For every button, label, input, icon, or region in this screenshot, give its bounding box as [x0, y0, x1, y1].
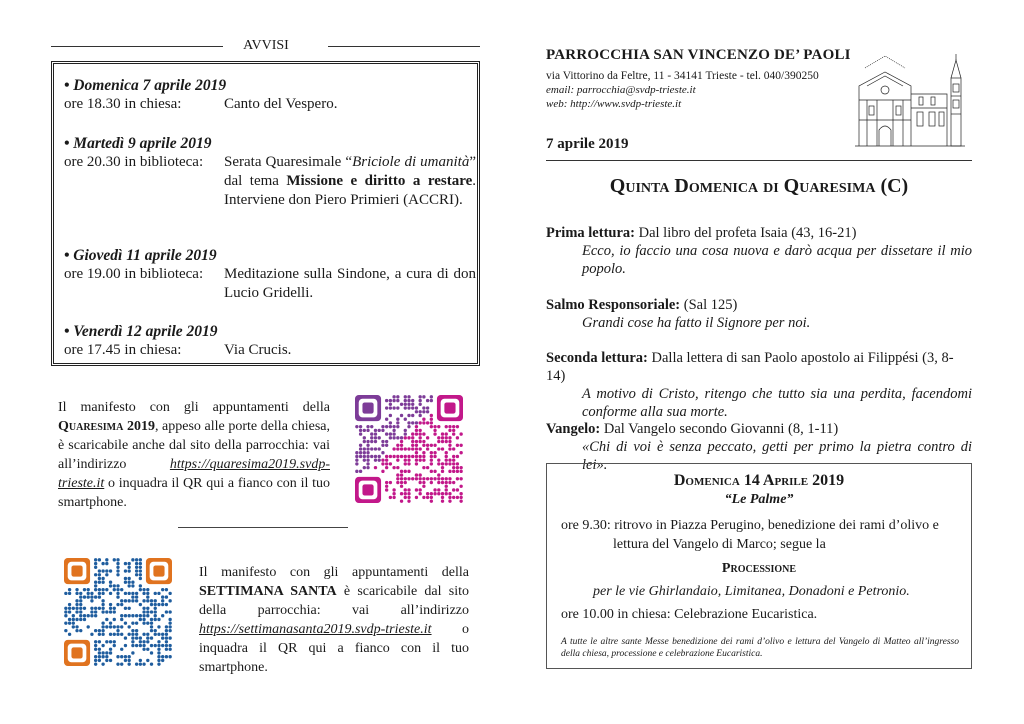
church-illustration	[855, 50, 973, 150]
parish-name: PARROCCHIA SAN VINCENZO DE’ PAOLI	[546, 47, 851, 63]
reading-gospel: Vangelo: Dal Vangelo secondo Giovanni (8, 1-11) «Chi di voi è senza peccato, getti per primo la pietra contro di lei».	[546, 421, 972, 473]
event-description: Meditazione sulla Sindone, a cura di don Lucio Gridelli.	[224, 266, 476, 301]
event-sunday	[64, 76, 476, 114]
avvisi-rule-right	[328, 46, 480, 47]
palm-mass: ore 10.00 in chiesa: Celebrazione Eucaristica.	[561, 607, 818, 622]
event-day: • Venerdì 12 aprile 2019	[64, 323, 218, 340]
event-description: Canto del Vespero.	[224, 96, 338, 112]
reading-psalm: Salmo Responsoriale: (Sal 125) Grandi cose ha fatto il Signore per noi.	[546, 297, 811, 331]
parish-address-block	[546, 69, 819, 111]
avvisi-title: AVVISI	[243, 38, 289, 53]
palm-sunday-box	[546, 463, 972, 669]
quaresima-link[interactable]: https://quaresima2019.svdp-trieste.it	[58, 457, 330, 491]
event-tuesday	[64, 134, 476, 229]
parish-web: web: http://www.svdp-trieste.it	[546, 98, 682, 110]
reading-second: Seconda lettura: Dalla lettera di san Paolo apostolo ai Filippési (3, 8-14) A motivo di Cristo, ritengo che tutto sia una perdita, facendomi conforme alla sua morte.	[546, 350, 972, 420]
settimana-santa-link[interactable]: https://settimanasanta2019.svdp-trieste.it	[199, 622, 432, 637]
notice-quaresima: Il manifesto con gli appuntamenti della Quaresima 2019, appeso alle porte della chiesa, è scaricabile anche dal sito della parrocchia: vai all’indirizzo https://quaresima2019.svdp-trieste.it o inquadra il QR qui a fianco con il tuo smartphone.	[58, 400, 330, 510]
palm-procession-route: per le vie Ghirlandaio, Limitanea, Donadoni e Petronio.	[593, 584, 910, 599]
event-time-place: ore 18.30 in chiesa:	[64, 96, 182, 112]
qr-code-quaresima	[355, 395, 463, 503]
header-rule	[546, 160, 972, 161]
qr-code-settimana-santa	[64, 558, 172, 666]
notice-settimana-santa: Il manifesto con gli appuntamenti della SETTIMANA SANTA è scaricabile dal sito della parrocchia: vai all’indirizzo https://settimanasanta2019.svdp-trieste.it o inquadra il QR qui a fianco con il tuo smartphone.	[199, 565, 469, 675]
event-day: • Domenica 7 aprile 2019	[64, 77, 227, 94]
event-friday	[64, 322, 476, 360]
parish-email: email: parrocchia@svdp-trieste.it	[546, 84, 696, 96]
palm-procession-title: Processione	[721, 561, 797, 576]
reading-first: Prima lettura: Dal libro del profeta Isaia (43, 16-21) Ecco, io faccio una cosa nuova e darò acqua per dissetare il mio popolo.	[546, 225, 972, 277]
palm-sunday-title: Domenica 14 Aprile 2019	[673, 472, 845, 489]
event-time-place: ore 17.45 in chiesa:	[64, 342, 182, 358]
palm-gathering-cont: lettura del Vangelo di Marco; segue la	[613, 537, 826, 552]
palm-sunday-subtitle: “Le Palme”	[724, 492, 794, 507]
bulletin-date: 7 aprile 2019	[546, 136, 629, 152]
event-description: Via Crucis.	[224, 342, 292, 358]
avvisi-rule-left	[51, 46, 223, 47]
sunday-title: Quinta Domenica di Quaresima (C)	[609, 175, 909, 197]
palm-gathering: ore 9.30: ritrovo in Piazza Perugino, benedizione dei rami d’olivo e	[561, 518, 939, 533]
event-description: Serata Quaresimale “Briciole di umanità” dal tema Missione e diritto a restare. Interviene don Piero Primieri (ACCRI).	[224, 154, 477, 208]
event-day: • Martedì 9 aprile 2019	[64, 135, 212, 152]
event-day: • Giovedì 11 aprile 2019	[64, 247, 217, 264]
event-time-place: ore 19.00 in biblioteca:	[64, 266, 204, 282]
parish-address: via Vittorino da Feltre, 11 - 34141 Trieste - tel. 040/390250	[546, 70, 819, 82]
events-box	[51, 61, 480, 366]
divider	[178, 527, 348, 528]
event-thursday	[64, 246, 476, 303]
palm-note: A tutte le altre sante Messe benedizione dei rami d’olivo e lettura del Vangelo di Matteo all’ingresso della chiesa, processione e celebrazione Eucaristica.	[561, 637, 959, 659]
event-time-place: ore 20.30 in biblioteca:	[64, 154, 204, 170]
